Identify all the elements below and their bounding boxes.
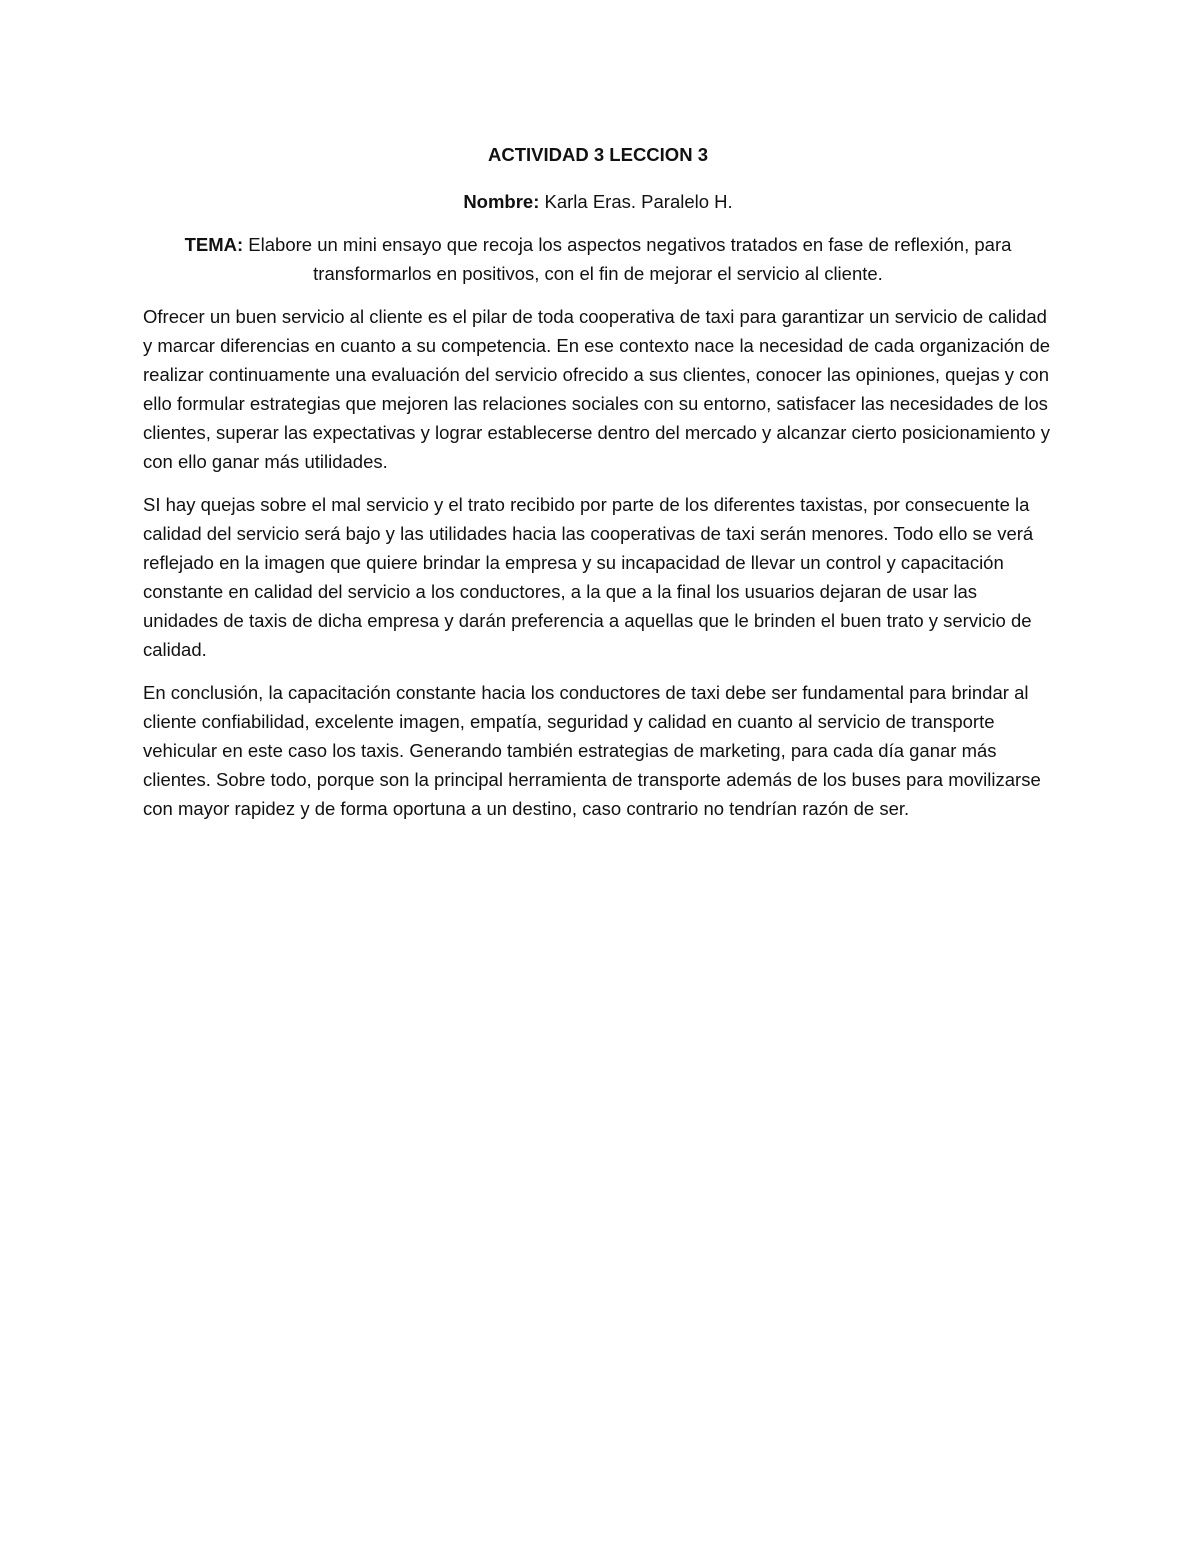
name-value: Karla Eras. Paralelo H. <box>539 191 733 212</box>
paragraph-3: En conclusión, la capacitación constante hacia los conductores de taxi debe ser fundamental para brindar al cliente confiabilidad, excelente imagen, empatía, seguridad y calidad en cuanto al servicio de transporte vehicular en este caso los taxis. Generando también estrategias de marketing, para cada día ganar más clientes. Sobre todo, porque son la principal herramienta de transporte además de los buses para movilizarse con mayor rapidez y de forma oportuna a un destino, caso contrario no tendrían razón de ser. <box>143 682 1041 819</box>
topic-line <box>143 230 1053 288</box>
student-name-line <box>143 187 1053 216</box>
document-title: ACTIVIDAD 3 LECCION 3 <box>488 144 708 165</box>
paragraph-1: Ofrecer un buen servicio al cliente es el pilar de toda cooperativa de taxi para garantizar un servicio de calidad y marcar diferencias en cuanto a su competencia. En ese contexto nace la necesidad de cada organización de realizar continuamente una evaluación del servicio ofrecido a sus clientes, conocer las opiniones, quejas y con ello formular estrategias que mejoren las relaciones sociales con su entorno, satisfacer las necesidades de los clientes, superar las expectativas y lograr establecerse dentro del mercado y alcanzar cierto posicionamiento y con ello ganar más utilidades. <box>143 306 1051 472</box>
name-label: Nombre: <box>463 191 540 212</box>
topic-label: TEMA: <box>184 234 244 255</box>
topic-value: Elabore un mini ensayo que recoja los aspectos negativos tratados en fase de reflexión, para transformarlos en positivos, con el fin de mejorar el servicio al cliente. <box>243 234 1012 284</box>
document-body <box>143 140 1053 837</box>
paragraph-2: SI hay quejas sobre el mal servicio y el trato recibido por parte de los diferentes taxistas, por consecuente la calidad del servicio será bajo y las utilidades hacia las cooperativas de taxi serán menores. Todo ello se verá reflejado en la imagen que quiere brindar la empresa y su incapacidad de llevar un control y capacitación constante en calidad del servicio a los conductores, a la que a la final los usuarios dejaran de usar las unidades de taxis de dicha empresa y darán preferencia a aquellas que le brinden el buen trato y servicio de calidad. <box>143 494 1034 660</box>
